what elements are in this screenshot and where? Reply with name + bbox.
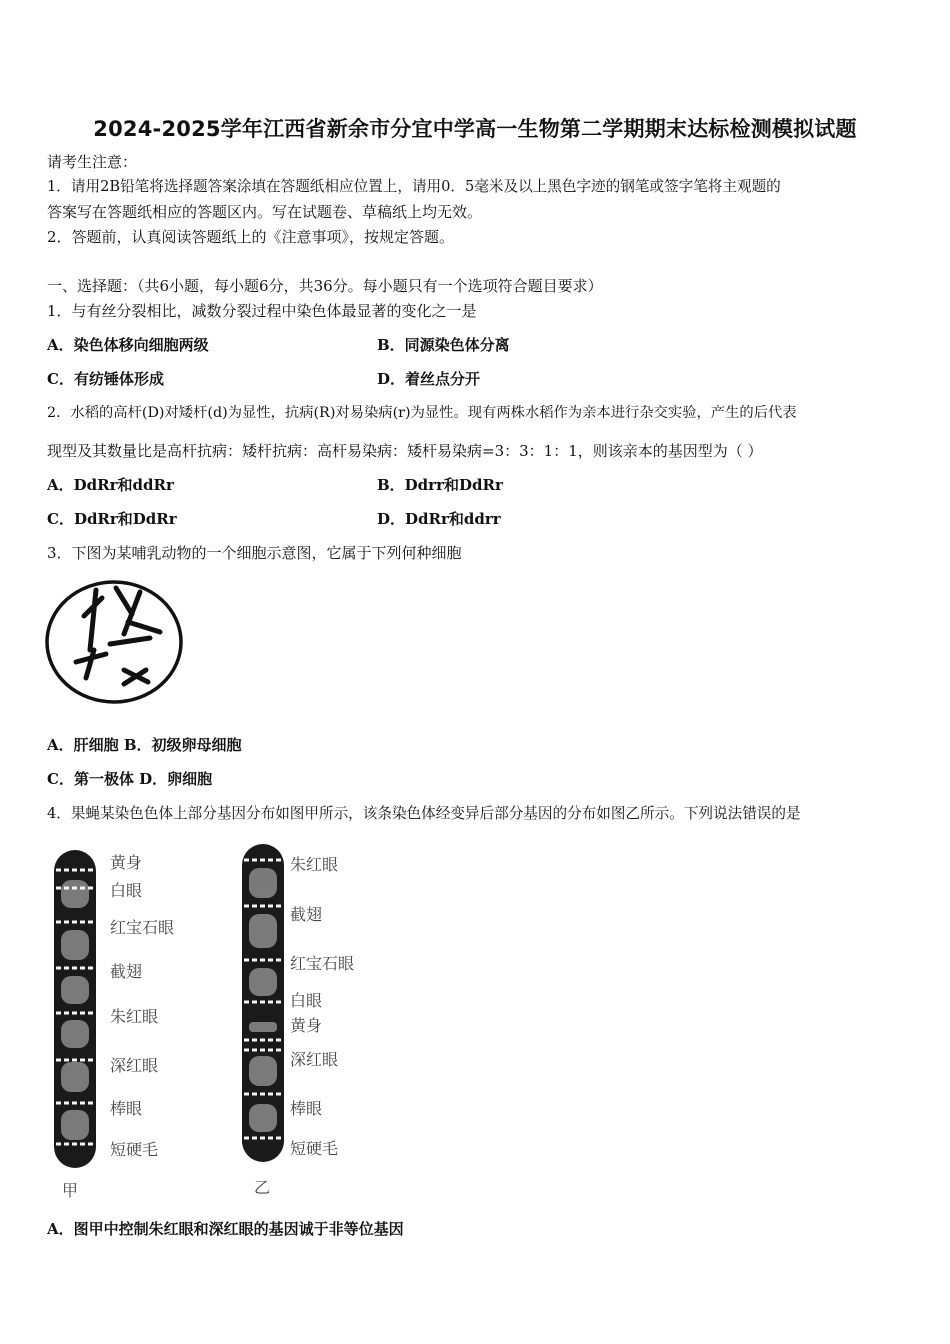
chrom-a-label: 短硬毛 bbox=[110, 1140, 159, 1159]
chrom-a-label: 深红眼 bbox=[110, 1056, 159, 1075]
chrom-a-label: 红宝石眼 bbox=[110, 918, 175, 937]
chrom-a-label: 截翅 bbox=[110, 962, 143, 981]
q2-option-d[interactable]: D．DdRr和ddrr bbox=[377, 510, 501, 528]
q3-options-ab[interactable]: A．肝细胞 B．初级卵母细胞 bbox=[47, 736, 242, 754]
q2-option-c[interactable]: C．DdRr和DdRr bbox=[47, 510, 177, 528]
q1-option-b[interactable]: B．同源染色体分离 bbox=[377, 336, 510, 354]
chrom-a-label: 黄身 bbox=[110, 853, 143, 872]
q4-stem: 4．果蝇某染色色体上部分基因分布如图甲所示，该条染色体经变异后部分基因的分布如图乙所示。下列说法错误的是 bbox=[47, 805, 801, 822]
chrom-a-label: 棒眼 bbox=[110, 1099, 143, 1118]
chrom-a-caption: 甲 bbox=[62, 1181, 79, 1200]
chrom-b-label: 黄身 bbox=[290, 1016, 323, 1035]
chrom-b-label: 深红眼 bbox=[290, 1050, 339, 1069]
chrom-b-label: 朱红眼 bbox=[290, 855, 339, 874]
notice-line2: 2．答题前，认真阅读答题纸上的《注意事项》，按规定答题。 bbox=[47, 228, 455, 246]
section-heading: 一、选择题：（共6小题，每小题6分，共36分。每小题只有一个选项符合题目要求） bbox=[47, 277, 603, 295]
chrom-b-label: 红宝石眼 bbox=[290, 954, 355, 973]
chrom-a-label: 朱红眼 bbox=[110, 1007, 159, 1026]
q2-stem-line2: 现型及其数量比是高杆抗病：矮杆抗病：高杆易染病：矮杆易染病=3：3：1：1，则该亲本的基因型为（ ） bbox=[47, 442, 763, 460]
q1-option-c[interactable]: C．有纺锤体形成 bbox=[47, 370, 164, 388]
notice-line1a: 1．请用2B铅笔将选择题答案涂填在答题纸相应位置上，请用0．5毫米及以上黑色字迹的钢笔或签字笔将主观题的 bbox=[47, 178, 781, 195]
chrom-b-caption: 乙 bbox=[254, 1178, 271, 1197]
chrom-b-label: 白眼 bbox=[290, 991, 323, 1010]
chromosome-a bbox=[50, 848, 102, 1172]
q2-option-b[interactable]: B．Ddrr和DdRr bbox=[377, 476, 503, 494]
q1-option-a[interactable]: A．染色体移向细胞两级 bbox=[47, 336, 209, 354]
chrom-b-label: 棒眼 bbox=[290, 1099, 323, 1118]
q3-stem: 3．下图为某哺乳动物的一个细胞示意图，它属于下列何种细胞 bbox=[47, 544, 462, 562]
q1-option-d[interactable]: D．着丝点分开 bbox=[377, 370, 481, 388]
chrom-a-label: 白眼 bbox=[110, 881, 143, 900]
cell-diagram bbox=[40, 578, 188, 704]
chrom-b-label: 短硬毛 bbox=[290, 1139, 339, 1158]
page-title: 2024-2025学年江西省新余市分宜中学高一生物第二学期期末达标检测模拟试题 bbox=[93, 117, 857, 141]
q4-option-a[interactable]: A．图甲中控制朱红眼和深红眼的基因诚于非等位基因 bbox=[47, 1220, 404, 1238]
q2-stem-line1: 2．水稻的高杆(D)对矮杆(d)为显性，抗病(R)对易染病(r)为显性。现有两株水稻作为亲本进行杂交实验，产生的后代表 bbox=[47, 405, 797, 421]
chrom-b-label: 截翅 bbox=[290, 905, 323, 924]
q2-option-a[interactable]: A．DdRr和ddRr bbox=[47, 476, 174, 494]
notice-heading: 请考生注意： bbox=[47, 153, 138, 171]
q3-options-cd[interactable]: C．第一极体 D．卵细胞 bbox=[47, 770, 213, 788]
chromosome-b bbox=[238, 842, 290, 1166]
notice-line1b: 答案写在答题纸相应的答题区内。写在试题卷、草稿纸上均无效。 bbox=[47, 203, 483, 221]
q1-stem: 1．与有丝分裂相比，减数分裂过程中染色体最显著的变化之一是 bbox=[47, 302, 477, 320]
